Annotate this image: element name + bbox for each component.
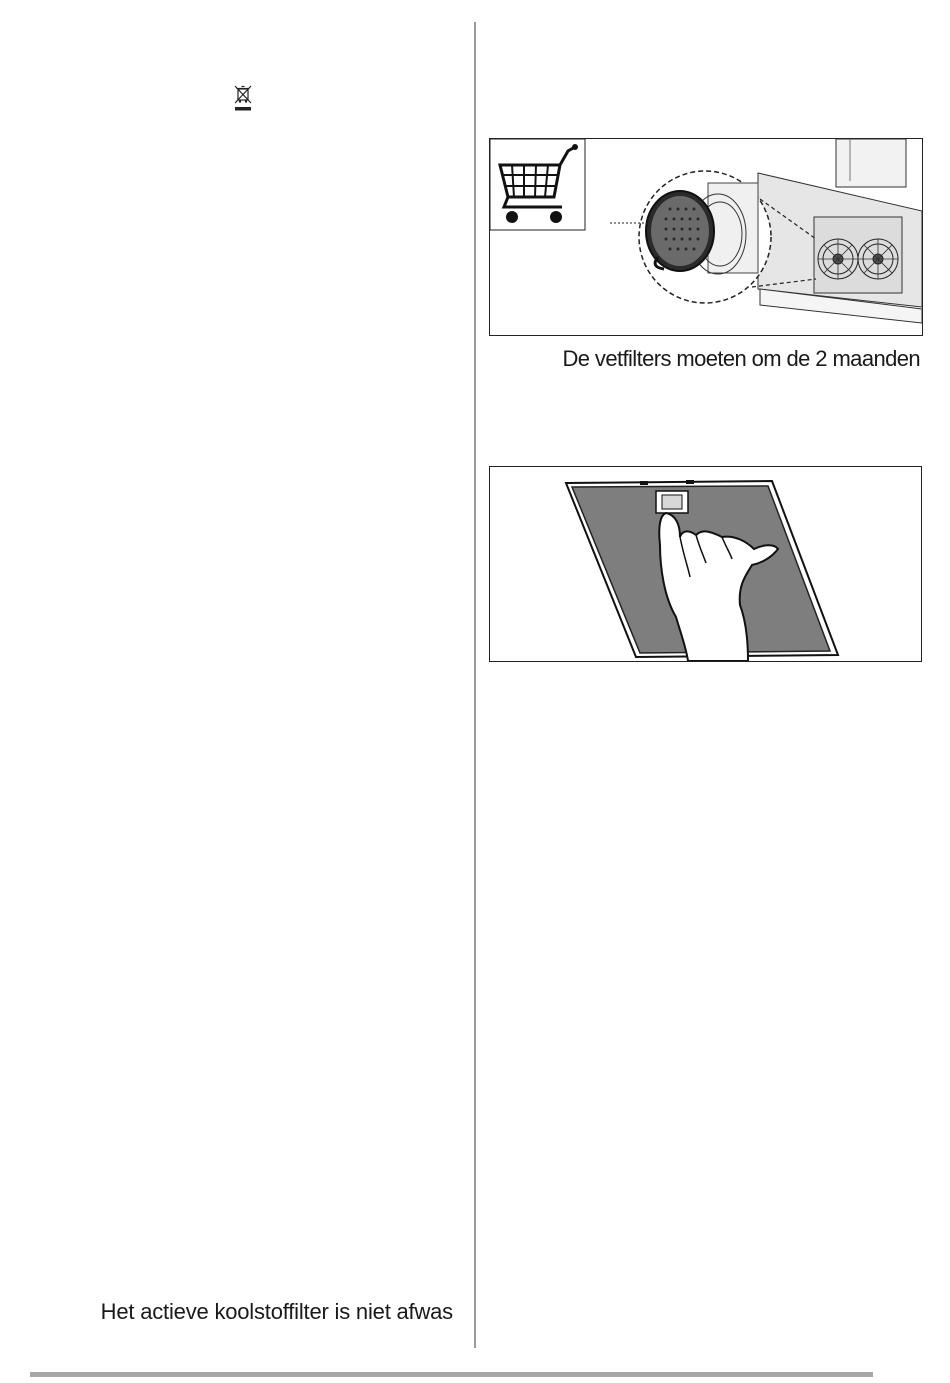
footer-rule — [30, 1372, 873, 1377]
crossed-out-wheelie-bin-icon — [232, 84, 254, 112]
column-divider — [474, 22, 476, 1348]
hood-filter-illustration — [489, 138, 923, 336]
carbon-filter-caption: Het actieve koolstoffilter is niet afwas — [100, 1299, 453, 1324]
grease-filter-removal-illustration — [489, 466, 922, 662]
grease-filter-caption: De vetfilters moeten om de 2 maanden — [562, 346, 920, 371]
